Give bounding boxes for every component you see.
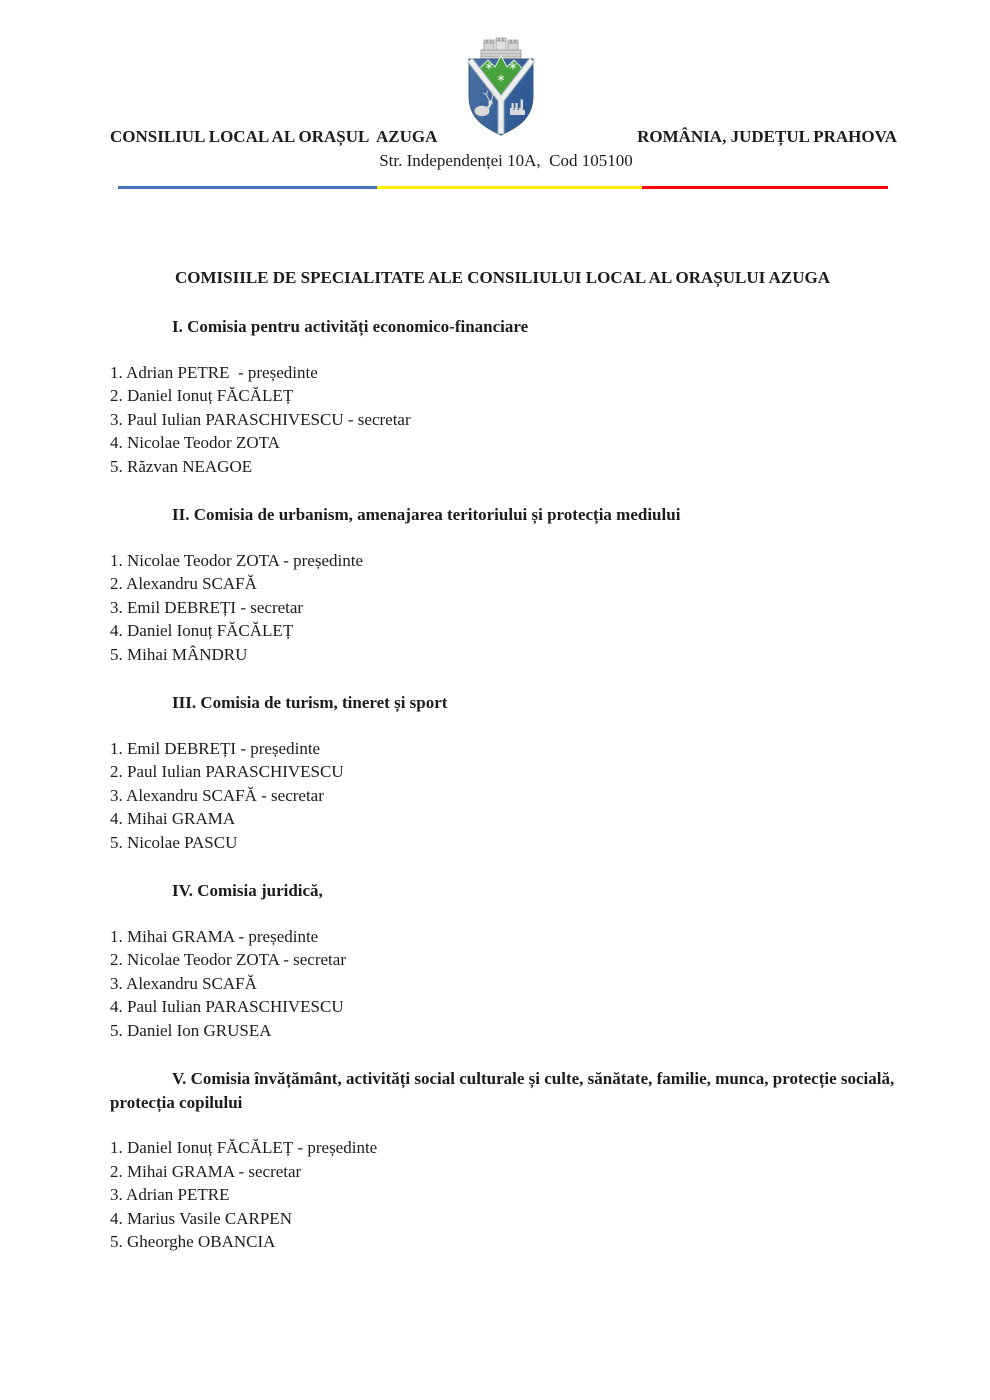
commission-section [110,315,895,478]
member-line: 2. Alexandru SCAFĂ [110,574,257,593]
member-line: 1. Mihai GRAMA - președinte [110,926,319,946]
member-line: 3. Adrian PETRE [110,1185,230,1204]
member-line: 3. Alexandru SCAFĂ [110,973,257,993]
address-line: Str. Independenței 10A, Cod 105100 [379,151,633,170]
member-line: 3. Alexandru SCAFĂ - secretar [110,785,324,805]
member-list [110,1136,895,1254]
section-heading: III. Comisia de turism, tineret și sport [172,693,448,712]
member-line: 2. Mihai GRAMA - secretar [110,1161,302,1181]
document-title: COMISIILE DE SPECIALITATE ALE CONSILIULUI LOCAL AL ORAȘULUI AZUGA [175,268,830,287]
commission-section [110,503,895,666]
section-heading: V. Comisia învățământ, activități social culturale și culte, sănătate, familie, munca, protecție socială, protecția copilului [110,1069,899,1112]
romanian-flag-rule [118,186,888,189]
member-list [110,549,895,667]
member-line: 5. Nicolae PASCU [110,832,238,852]
member-line: 4. Daniel Ionuț FĂCĂLEȚ [110,621,294,640]
member-line: 4. Paul Iulian PARASCHIVESCU [110,997,344,1016]
section-heading: IV. Comisia juridică, [172,881,323,900]
member-line: 2. Daniel Ionuț FĂCĂLEȚ [110,386,294,405]
member-line: 4. Marius Vasile CARPEN [110,1208,292,1228]
member-list [110,925,895,1043]
member-line: 1. Adrian PETRE - președinte [110,362,318,382]
letterhead-row [110,127,897,147]
member-line: 4. Nicolae Teodor ZOTA [110,433,280,452]
council-name: CONSILIUL LOCAL AL ORAȘUL AZUGA [110,127,438,146]
azuga-coat-of-arms-icon [461,36,541,138]
member-line: 3. Emil DEBREȚI - secretar [110,597,304,617]
member-line: 4. Mihai GRAMA [110,809,236,828]
member-line: 3. Paul Iulian PARASCHIVESCU - secretar [110,409,411,429]
member-list [110,737,895,855]
flag-red-segment [642,186,888,189]
member-line: 2. Nicolae Teodor ZOTA - secretar [110,950,346,969]
section-heading: I. Comisia pentru activități economico-financiare [172,317,529,336]
commission-section [110,691,895,854]
flag-yellow-segment [377,186,642,189]
commission-sections [110,315,899,1254]
member-line: 1. Daniel Ionuț FĂCĂLEȚ - președinte [110,1138,378,1157]
member-line: 5. Răzvan NEAGOE [110,456,253,476]
commission-section [110,879,895,1042]
member-line: 1. Nicolae Teodor ZOTA - președinte [110,550,363,570]
member-line: 1. Emil DEBREȚI - președinte [110,738,321,758]
member-line: 5. Mihai MÂNDRU [110,644,248,664]
country-county-name: ROMÂNIA, JUDEȚUL PRAHOVA [637,127,897,146]
flag-blue-segment [118,186,377,189]
member-list [110,361,895,479]
member-line: 2. Paul Iulian PARASCHIVESCU [110,762,344,781]
commission-section [110,1067,899,1254]
member-line: 5. Daniel Ion GRUSEA [110,1020,272,1040]
section-heading: II. Comisia de urbanism, amenajarea teritoriului și protecția mediului [172,505,681,524]
member-line: 5. Gheorghe OBANCIA [110,1232,276,1251]
letterhead [0,0,990,200]
document-body [110,266,899,1254]
